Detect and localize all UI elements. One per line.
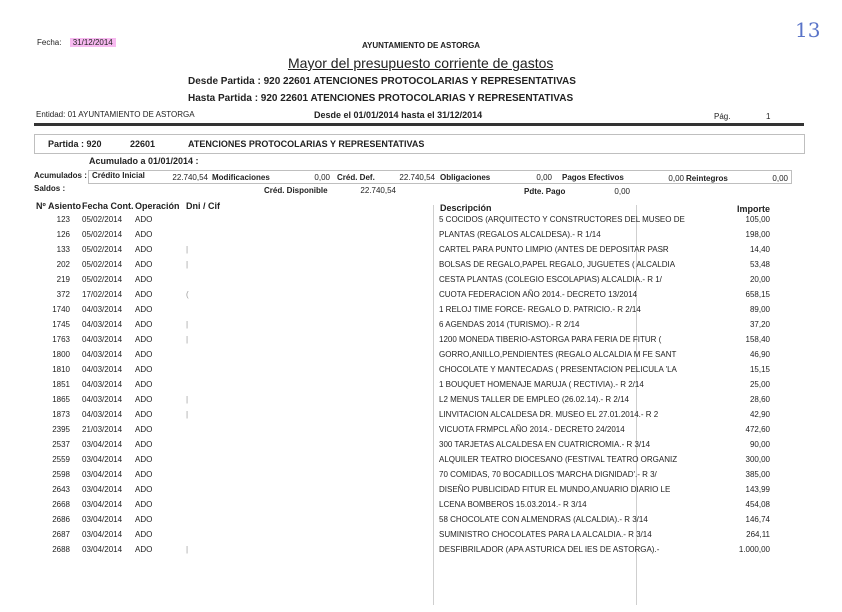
table-row bbox=[0, 545, 842, 560]
credito-inicial-value: 22.740,54 bbox=[172, 173, 208, 182]
table-row bbox=[0, 410, 842, 425]
row-operacion: ADO bbox=[135, 380, 153, 389]
row-asiento: 1810 bbox=[52, 365, 70, 374]
row-operacion: ADO bbox=[135, 335, 153, 344]
row-mark: | bbox=[186, 245, 189, 254]
table-row bbox=[0, 470, 842, 485]
row-operacion: ADO bbox=[135, 440, 153, 449]
table-row bbox=[0, 230, 842, 245]
acumulado-label: Acumulado a 01/01/2014 : bbox=[89, 156, 199, 166]
row-fecha: 05/02/2014 bbox=[82, 260, 123, 269]
pagos-label: Pagos Efectivos bbox=[562, 173, 624, 182]
row-operacion: ADO bbox=[135, 395, 153, 404]
row-descripcion: 1200 MONEDA TIBERIO-ASTORGA PARA FERIA DE FITUR ( bbox=[439, 335, 662, 344]
row-asiento: 2559 bbox=[52, 455, 70, 464]
row-mark: | bbox=[186, 410, 189, 419]
row-importe: 658,15 bbox=[745, 290, 770, 299]
table-row bbox=[0, 485, 842, 500]
report-title: Mayor del presupuesto corriente de gastos bbox=[288, 55, 554, 71]
row-descripcion: CARTEL PARA PUNTO LIMPIO (ANTES DE DEPOSITAR PASR bbox=[439, 245, 669, 254]
row-asiento: 1865 bbox=[52, 395, 70, 404]
row-asiento: 2643 bbox=[52, 485, 70, 494]
row-asiento: 2537 bbox=[52, 440, 70, 449]
table-row bbox=[0, 530, 842, 545]
row-importe: 300,00 bbox=[745, 455, 770, 464]
row-importe: 53,48 bbox=[749, 260, 770, 269]
row-fecha: 03/04/2014 bbox=[82, 515, 123, 524]
row-importe: 37,20 bbox=[749, 320, 770, 329]
row-operacion: ADO bbox=[135, 515, 153, 524]
row-asiento: 1745 bbox=[52, 320, 70, 329]
row-asiento: 219 bbox=[56, 275, 70, 284]
row-operacion: ADO bbox=[135, 470, 153, 479]
row-fecha: 03/04/2014 bbox=[82, 530, 123, 539]
row-importe: 14,40 bbox=[749, 245, 770, 254]
row-fecha: 05/02/2014 bbox=[82, 245, 123, 254]
table-row bbox=[0, 335, 842, 350]
table-row bbox=[0, 425, 842, 440]
hasta-partida: Hasta Partida : 920 22601 ATENCIONES PROTOCOLARIAS Y REPRESENTATIVAS bbox=[188, 93, 574, 104]
partida-code: 22601 bbox=[130, 139, 156, 149]
institution-name: AYUNTAMIENTO DE ASTORGA bbox=[362, 41, 481, 50]
row-operacion: ADO bbox=[135, 230, 153, 239]
row-importe: 28,60 bbox=[749, 395, 770, 404]
reintegros-value: 0,00 bbox=[772, 174, 788, 183]
row-descripcion: LINVITACION ALCALDESA DR. MUSEO EL 27.01.2014.- R 2 bbox=[439, 410, 659, 419]
row-fecha: 04/03/2014 bbox=[82, 335, 123, 344]
row-operacion: ADO bbox=[135, 305, 153, 314]
row-importe: 143,99 bbox=[745, 485, 770, 494]
pagos-value: 0,00 bbox=[668, 174, 684, 183]
col-descripcion: Descripción bbox=[440, 203, 492, 213]
col-asiento: Nº Asiento bbox=[36, 201, 81, 211]
row-importe: 264,11 bbox=[746, 530, 770, 539]
entidad: Entidad: 01 AYUNTAMIENTO DE ASTORGA bbox=[36, 110, 195, 119]
period-range: Desde el 01/01/2014 hasta el 31/12/2014 bbox=[314, 110, 483, 120]
credito-inicial-label: Crédito Inicial bbox=[92, 171, 145, 180]
row-asiento: 133 bbox=[56, 245, 70, 254]
saldos-label: Saldos : bbox=[34, 184, 66, 193]
row-operacion: ADO bbox=[135, 455, 153, 464]
row-operacion: ADO bbox=[135, 275, 153, 284]
row-descripcion: CHOCOLATE Y MANTECADAS ( PRESENTACION PELICULA 'LA bbox=[439, 365, 677, 374]
col-dni: Dni / Cif bbox=[186, 201, 220, 211]
row-asiento: 2668 bbox=[52, 500, 70, 509]
page-label: Pág. bbox=[714, 112, 731, 121]
table-row bbox=[0, 215, 842, 230]
row-fecha: 05/02/2014 bbox=[82, 215, 123, 224]
row-descripcion: 6 AGENDAS 2014 (TURISMO).- R 2/14 bbox=[439, 320, 580, 329]
row-fecha: 04/03/2014 bbox=[82, 410, 123, 419]
reintegros-label: Reintegros bbox=[686, 174, 728, 183]
row-mark: ( bbox=[186, 290, 189, 299]
row-asiento: 1851 bbox=[52, 380, 70, 389]
modificaciones-label: Modificaciones bbox=[212, 173, 270, 182]
row-descripcion: SUMINISTRO CHOCOLATES PARA LA ALCALDIA.- R 3/14 bbox=[439, 530, 652, 539]
row-fecha: 05/02/2014 bbox=[82, 230, 123, 239]
row-descripcion: GORRO,ANILLO,PENDIENTES (REGALO ALCALDIA M FE SANT bbox=[439, 350, 677, 359]
row-mark: | bbox=[186, 545, 189, 554]
cred-disp-label: Créd. Disponible bbox=[264, 186, 328, 195]
row-descripcion: LCENA BOMBEROS 15.03.2014.- R 3/14 bbox=[439, 500, 587, 509]
cred-disp-value: 22.740,54 bbox=[360, 186, 396, 195]
desde-partida: Desde Partida : 920 22601 ATENCIONES PROTOCOLARIAS Y REPRESENTATIVAS bbox=[188, 76, 576, 87]
row-fecha: 03/04/2014 bbox=[82, 485, 123, 494]
cred-def-label: Créd. Def. bbox=[337, 173, 375, 182]
table-row bbox=[0, 275, 842, 290]
row-fecha: 04/03/2014 bbox=[82, 395, 123, 404]
row-descripcion: ALQUILER TEATRO DIOCESANO (FESTIVAL TEATRO ORGANIZ bbox=[439, 455, 678, 464]
table-row bbox=[0, 455, 842, 470]
table-row bbox=[0, 305, 842, 320]
row-importe: 105,00 bbox=[745, 215, 770, 224]
row-fecha: 21/03/2014 bbox=[82, 425, 123, 434]
table-row bbox=[0, 320, 842, 335]
row-mark: | bbox=[186, 335, 189, 344]
row-descripcion: 1 BOUQUET HOMENAJE MARUJA ( RECTIVIA).- R 2/14 bbox=[439, 380, 644, 389]
row-importe: 1.000,00 bbox=[738, 545, 770, 554]
row-fecha: 04/03/2014 bbox=[82, 320, 123, 329]
row-importe: 15,15 bbox=[749, 365, 770, 374]
row-importe: 454,08 bbox=[745, 500, 770, 509]
row-operacion: ADO bbox=[135, 410, 153, 419]
row-descripcion: 300 TARJETAS ALCALDESA EN CUATRICROMIA.- R 3/14 bbox=[439, 440, 651, 449]
row-operacion: ADO bbox=[135, 545, 153, 554]
table-row bbox=[0, 515, 842, 530]
row-importe: 25,00 bbox=[749, 380, 770, 389]
row-fecha: 03/04/2014 bbox=[82, 455, 123, 464]
row-importe: 90,00 bbox=[749, 440, 770, 449]
row-descripcion: PLANTAS (REGALOS ALCALDESA).- R 1/14 bbox=[439, 230, 601, 239]
row-fecha: 04/03/2014 bbox=[82, 365, 123, 374]
row-fecha: 03/04/2014 bbox=[82, 545, 123, 554]
table-row bbox=[0, 500, 842, 515]
row-asiento: 202 bbox=[56, 260, 70, 269]
row-operacion: ADO bbox=[135, 500, 153, 509]
row-asiento: 1763 bbox=[52, 335, 70, 344]
table-row bbox=[0, 260, 842, 275]
row-operacion: ADO bbox=[135, 425, 153, 434]
row-operacion: ADO bbox=[135, 215, 153, 224]
page-value: 1 bbox=[766, 112, 771, 121]
partida-name: ATENCIONES PROTOCOLARIAS Y REPRESENTATIVAS bbox=[188, 139, 425, 149]
pdte-pago-value: 0,00 bbox=[614, 187, 630, 196]
row-asiento: 126 bbox=[56, 230, 70, 239]
row-asiento: 1873 bbox=[52, 410, 70, 419]
row-importe: 20,00 bbox=[749, 275, 770, 284]
row-asiento: 1800 bbox=[52, 350, 70, 359]
fecha-block bbox=[37, 38, 116, 47]
row-importe: 146,74 bbox=[745, 515, 770, 524]
table-row bbox=[0, 290, 842, 305]
row-asiento: 2395 bbox=[52, 425, 70, 434]
table-row bbox=[0, 365, 842, 380]
row-importe: 472,60 bbox=[745, 425, 770, 434]
row-descripcion: L2 MENUS TALLER DE EMPLEO (26.02.14).- R 2/14 bbox=[439, 395, 630, 404]
row-operacion: ADO bbox=[135, 290, 153, 299]
row-mark: | bbox=[186, 395, 189, 404]
pdte-pago-label: Pdte. Pago bbox=[524, 187, 566, 196]
row-fecha: 03/04/2014 bbox=[82, 440, 123, 449]
row-descripcion: CESTA PLANTAS (COLEGIO ESCOLAPIAS) ALCALDIA.- R 1/ bbox=[439, 275, 662, 284]
row-operacion: ADO bbox=[135, 350, 153, 359]
row-importe: 46,90 bbox=[749, 350, 770, 359]
row-descripcion: VICUOTA FRMPCL AÑO 2014.- DECRETO 24/2014 bbox=[439, 425, 625, 434]
row-fecha: 17/02/2014 bbox=[82, 290, 123, 299]
row-asiento: 123 bbox=[56, 215, 70, 224]
row-fecha: 03/04/2014 bbox=[82, 470, 123, 479]
row-asiento: 2687 bbox=[52, 530, 70, 539]
row-descripcion: CUOTA FEDERACION AÑO 2014.- DECRETO 13/2014 bbox=[439, 290, 637, 299]
row-asiento: 1740 bbox=[52, 305, 70, 314]
row-fecha: 04/03/2014 bbox=[82, 380, 123, 389]
table-row bbox=[0, 380, 842, 395]
partida-label: Partida : 920 bbox=[48, 139, 102, 149]
row-fecha: 04/03/2014 bbox=[82, 350, 123, 359]
modificaciones-value: 0,00 bbox=[314, 173, 330, 182]
row-asiento: 2686 bbox=[52, 515, 70, 524]
row-importe: 42,90 bbox=[749, 410, 770, 419]
row-operacion: ADO bbox=[135, 260, 153, 269]
row-descripcion: DISEÑO PUBLICIDAD FITUR EL MUNDO,ANUARIO DIARIO LE bbox=[439, 485, 671, 494]
col-importe: Importe bbox=[737, 204, 771, 214]
row-mark: | bbox=[186, 320, 189, 329]
row-importe: 198,00 bbox=[745, 230, 770, 239]
handwritten-page-number: 13 bbox=[795, 18, 821, 42]
acumulados-label: Acumulados : bbox=[34, 171, 87, 180]
row-operacion: ADO bbox=[135, 365, 153, 374]
row-operacion: ADO bbox=[135, 245, 153, 254]
table-row bbox=[0, 245, 842, 260]
table-row bbox=[0, 395, 842, 410]
row-asiento: 2688 bbox=[52, 545, 70, 554]
fecha-value: 31/12/2014 bbox=[70, 38, 116, 47]
cred-def-value: 22.740,54 bbox=[399, 173, 435, 182]
row-operacion: ADO bbox=[135, 530, 153, 539]
row-operacion: ADO bbox=[135, 320, 153, 329]
row-descripcion: DESFIBRILADOR (APA ASTURICA DEL IES DE ASTORGA).- bbox=[439, 545, 660, 554]
table-row bbox=[0, 350, 842, 365]
row-operacion: ADO bbox=[135, 485, 153, 494]
col-fecha: Fecha Cont. bbox=[82, 201, 134, 211]
row-mark: | bbox=[186, 260, 189, 269]
row-importe: 158,40 bbox=[745, 335, 770, 344]
row-importe: 385,00 bbox=[745, 470, 770, 479]
row-fecha: 05/02/2014 bbox=[82, 275, 123, 284]
row-descripcion: 58 CHOCOLATE CON ALMENDRAS (ALCALDIA).- R 3/14 bbox=[439, 515, 648, 524]
row-descripcion: 70 COMIDAS, 70 BOCADILLOS 'MARCHA DIGNIDAD'.- R 3/ bbox=[439, 470, 657, 479]
col-operacion: Operación bbox=[135, 201, 180, 211]
row-asiento: 2598 bbox=[52, 470, 70, 479]
row-descripcion: BOLSAS DE REGALO,PAPEL REGALO, JUGUETES ( ALCALDIA bbox=[439, 260, 676, 269]
row-fecha: 04/03/2014 bbox=[82, 305, 123, 314]
header-divider bbox=[34, 123, 804, 126]
row-fecha: 03/04/2014 bbox=[82, 500, 123, 509]
row-descripcion: 5 COCIDOS (ARQUITECTO Y CONSTRUCTORES DEL MUSEO DE bbox=[439, 215, 685, 224]
obligaciones-value: 0,00 bbox=[536, 173, 552, 182]
table-row bbox=[0, 440, 842, 455]
row-descripcion: 1 RELOJ TIME FORCE- REGALO D. PATRICIO.- R 2/14 bbox=[439, 305, 641, 314]
row-asiento: 372 bbox=[56, 290, 70, 299]
row-importe: 89,00 bbox=[749, 305, 770, 314]
obligaciones-label: Obligaciones bbox=[440, 173, 491, 182]
fecha-label: Fecha: bbox=[37, 38, 62, 47]
